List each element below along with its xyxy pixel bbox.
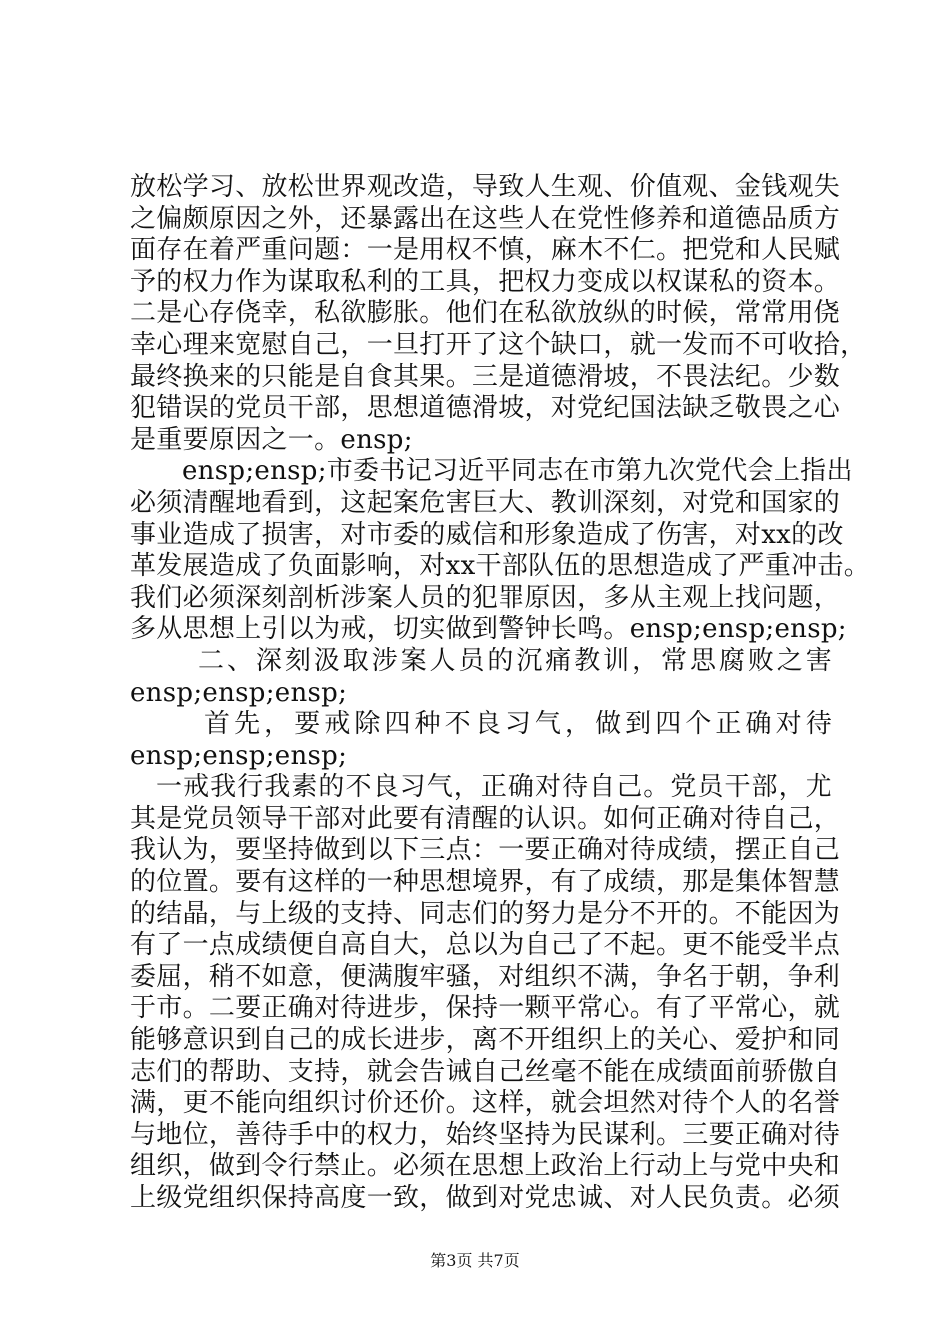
text-line: 多从思想上引以为戒，切实做到警钟长鸣。ensp;ensp;ensp;	[130, 614, 847, 645]
text-line: 二是心存侥幸，私欲膨胀。他们在私欲放纵的时候，常常用侥	[130, 298, 841, 329]
text-line: 能够意识到自己的成长进步，离不开组织上的关心、爱护和同	[130, 1025, 841, 1056]
text-line: 必须清醒地看到，这起案危害巨大、教训深刻，对党和国家的	[130, 487, 841, 518]
text-line: 与地位，善待手中的权力，始终坚持为民谋利。三要正确对待	[130, 1119, 841, 1150]
text-line: 志们的帮助、支持，就会告诫自己丝毫不能在成绩面前骄傲自	[130, 1056, 841, 1087]
text-line: 有了一点成绩便自高自大，总以为自己了不起。更不能受半点	[130, 930, 841, 961]
section-heading: 二、深刻汲取涉案人员的沉痛教训，常思腐败之害	[198, 645, 832, 676]
text-line: 我认为，要坚持做到以下三点：一要正确对待成绩，摆正自己	[130, 835, 841, 866]
text-line: 组织，做到令行禁止。必须在思想上政治上行动上与党中央和	[130, 1151, 841, 1182]
text-line: 革发展造成了负面影响，对xx干部队伍的思想造成了严重冲击。	[130, 551, 871, 582]
text-line: 之偏颇原因之外，还暴露出在这些人在党性修养和道德品质方	[130, 203, 841, 234]
text-line: 我们必须深刻剖析涉案人员的犯罪原因，多从主观上找问题，	[130, 582, 841, 613]
text-line: 最终换来的只能是自食其果。三是道德滑坡，不畏法纪。少数	[130, 361, 841, 392]
text-line: 放松学习、放松世界观改造，导致人生观、价值观、金钱观失	[130, 172, 841, 202]
text-line: 是重要原因之一。ensp;	[130, 424, 413, 455]
subsection-heading: 首先，要戒除四种不良习气，做到四个正确对待	[204, 709, 832, 740]
text-line: 委屈，稍不如意，便满腹牢骚，对组织不满，争名于朝，争利	[130, 961, 841, 992]
text-line: 犯错误的党员干部，思想道德滑坡，对党纪国法缺乏敬畏之心	[130, 393, 841, 424]
text-line: 事业造成了损害，对市委的威信和形象造成了伤害，对xx的改	[130, 519, 844, 550]
text-line: 于市。二要正确对待进步，保持一颗平常心。有了平常心，就	[130, 993, 841, 1024]
text-line: 一戒我行我素的不良习气，正确对待自己。党员干部，尤	[156, 772, 832, 803]
text-line: 予的权力作为谋取私利的工具，把权力变成以权谋私的资本。	[130, 266, 841, 297]
text-line: 面存在着严重问题：一是用权不慎，麻木不仁。把党和人民赋	[130, 235, 841, 266]
text-line: ensp;ensp;市委书记习近平同志在市第九次党代会上指出	[182, 456, 853, 487]
document-body	[130, 172, 871, 1215]
text-line: ensp;ensp;ensp;	[130, 677, 348, 708]
page-number-footer: 第3页 共7页	[430, 1251, 520, 1270]
text-line: 的结晶，与上级的支持、同志们的努力是分不开的。不能因为	[130, 898, 841, 929]
text-line: 上级党组织保持高度一致，做到对党忠诚、对人民负责。必须	[130, 1183, 841, 1213]
text-line: 满，更不能向组织讨价还价。这样，就会坦然对待个人的名誉	[130, 1088, 841, 1119]
text-line: 的位置。要有这样的一种思想境界，有了成绩，那是集体智慧	[130, 867, 841, 898]
text-line: 其是党员领导干部对此要有清醒的认识。如何正确对待自己，	[130, 803, 841, 834]
text-line: ensp;ensp;ensp;	[130, 740, 348, 771]
text-line: 幸心理来宽慰自己，一旦打开了这个缺口，就一发而不可收拾，	[130, 329, 867, 360]
